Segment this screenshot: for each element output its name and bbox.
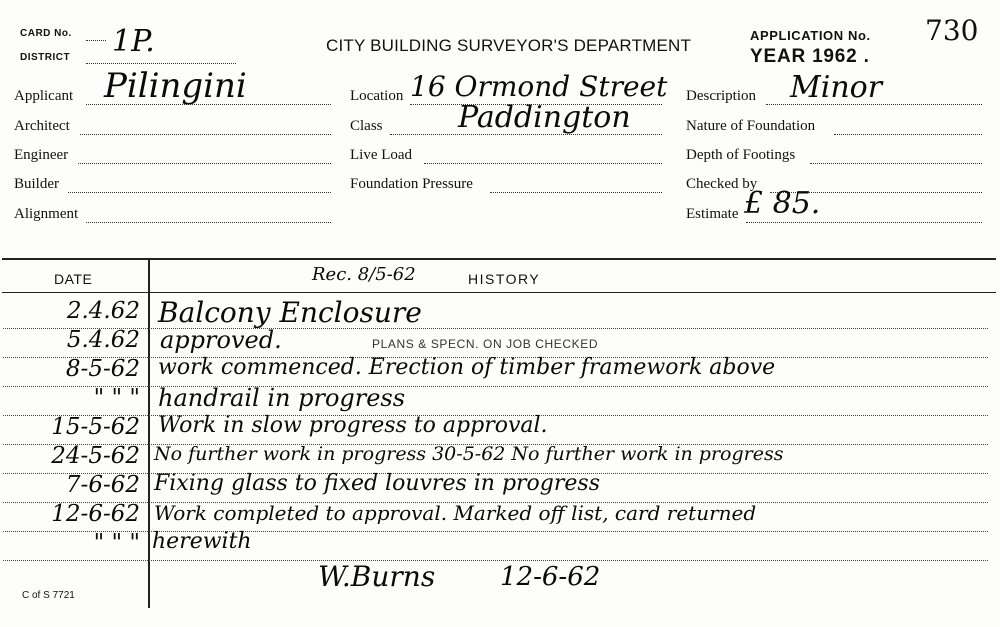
application-label: APPLICATION No. xyxy=(750,28,871,43)
history-entry: Fixing glass to fixed louvres in progress xyxy=(154,471,600,496)
inspector-signature: W.Burns xyxy=(318,560,436,593)
card-value: 1P. xyxy=(112,24,155,59)
history-date: 7-6-62 xyxy=(65,472,140,498)
history-header-rule xyxy=(2,292,996,293)
history-date: 24-5-62 xyxy=(51,443,140,469)
history-date: 2.4.62 xyxy=(66,298,140,324)
checked-by-label: Checked by xyxy=(686,176,758,192)
description-label: Description xyxy=(686,88,756,104)
application-number: 730 xyxy=(925,14,979,47)
signature-date: 12-6-62 xyxy=(500,562,601,592)
history-date: " " " xyxy=(93,530,140,556)
district-label: DISTRICT xyxy=(20,52,71,63)
history-entry: Work in slow progress to approval. xyxy=(158,413,548,438)
history-date: 15-5-62 xyxy=(51,414,140,440)
description-value: Minor xyxy=(790,70,883,105)
card-no-label: CARD No. xyxy=(20,28,72,39)
depth-of-footings-line xyxy=(810,163,982,164)
applicant-label: Applicant xyxy=(14,88,74,104)
live-load-line xyxy=(424,163,662,164)
architect-line xyxy=(80,134,331,135)
alignment-line xyxy=(86,222,331,223)
history-line xyxy=(3,386,988,387)
history-date: " " " xyxy=(93,385,140,411)
history-entry: approved. xyxy=(160,326,282,354)
builder-label: Builder xyxy=(14,176,59,192)
history-date: 8-5-62 xyxy=(65,356,140,382)
date-column-divider xyxy=(148,258,150,608)
estimate-value: £ 85. xyxy=(744,186,821,221)
history-line xyxy=(3,328,988,329)
applicant-value: Pilingini xyxy=(104,66,247,106)
engineer-line xyxy=(78,163,331,164)
form-code: C of S 7721 xyxy=(22,590,75,601)
district-line xyxy=(86,63,236,64)
estimate-line xyxy=(746,222,982,223)
foundation-pressure-line xyxy=(490,192,662,193)
history-line xyxy=(3,560,988,561)
depth-of-footings-label: Depth of Footings xyxy=(686,147,796,163)
architect-label: Architect xyxy=(14,118,70,134)
department-title: CITY BUILDING SURVEYOR'S DEPARTMENT xyxy=(326,36,692,55)
history-entry: Balcony Enclosure xyxy=(158,296,422,329)
history-entry: herewith xyxy=(152,529,252,554)
history-header: HISTORY xyxy=(468,271,541,287)
history-entry: No further work in progress 30-5-62 No further work in progress xyxy=(154,443,784,465)
live-load-label: Live Load xyxy=(350,147,413,163)
history-entry: Work completed to approval. Marked off list, card returned xyxy=(154,501,757,525)
year-label: YEAR 1962 . xyxy=(750,46,870,67)
history-date: 5.4.62 xyxy=(66,327,140,353)
location-value-suburb: Paddington xyxy=(458,100,631,135)
received-note: Rec. 8/5-62 xyxy=(312,264,416,285)
history-entry: work commenced. Erection of timber framework above xyxy=(158,355,776,380)
date-header: DATE xyxy=(54,271,93,287)
plans-checked-stamp: PLANS & SPECN. ON JOB CHECKED xyxy=(372,337,599,351)
engineer-label: Engineer xyxy=(14,147,69,163)
foundation-pressure-label: Foundation Pressure xyxy=(350,176,473,192)
history-date: 12-6-62 xyxy=(51,501,140,527)
nature-of-foundation-label: Nature of Foundation xyxy=(686,118,816,134)
location-label: Location xyxy=(350,88,404,104)
alignment-label: Alignment xyxy=(14,206,79,222)
card-no-line xyxy=(86,40,106,41)
estimate-label: Estimate xyxy=(686,206,739,222)
history-top-rule xyxy=(2,258,996,260)
history-line xyxy=(3,531,988,532)
nature-of-foundation-line xyxy=(834,134,982,135)
builder-line xyxy=(68,192,331,193)
location-value-street: 16 Ormond Street xyxy=(410,70,668,103)
history-entry: handrail in progress xyxy=(158,384,406,412)
class-label: Class xyxy=(350,118,383,134)
